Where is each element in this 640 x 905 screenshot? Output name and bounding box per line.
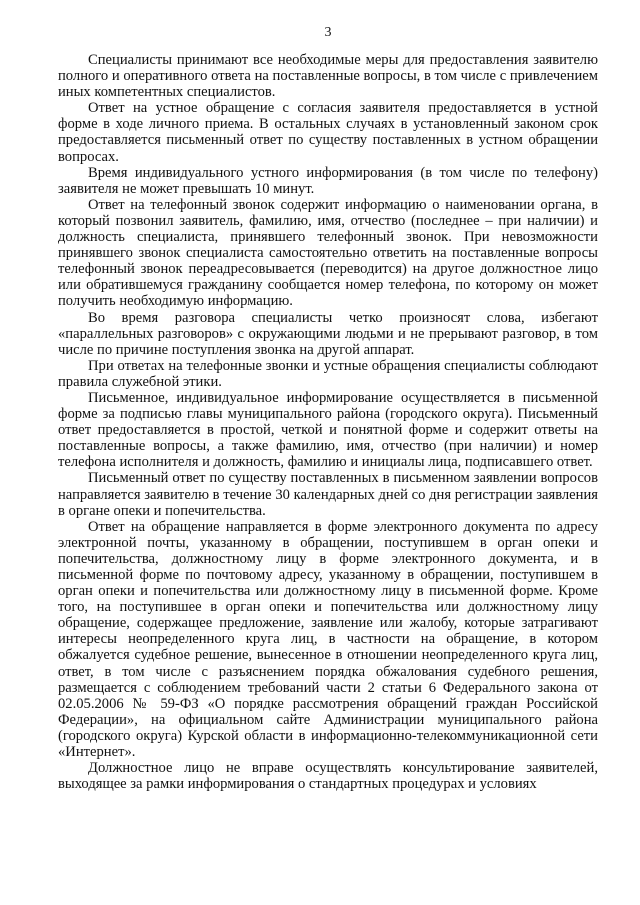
paragraph-specialists-measures: Специалисты принимают все необходимые меры для предоставления заявителю полного и оперативного ответа на поставленные вопросы, в том числе с привлечением иных компетентных специалистов.	[58, 52, 598, 101]
paragraph-service-ethics: При ответах на телефонные звонки и устные обращения специалисты соблюдают правила служебной этики.	[58, 357, 598, 390]
paragraph-oral-response: Ответ на устное обращение с согласия заявителя предоставляется в устной форме в ходе личного приема. В остальных случаях в установленный законом срок предоставляется письменный ответ по существу поставленных в устном обращении вопросах.	[58, 100, 598, 165]
paragraph-written-response-deadline: Письменный ответ по существу поставленных в письменном заявлении вопросов направляется заявителю в течение 30 календарных дней со дня регистрации заявления в органе опеки и попечительства.	[58, 470, 598, 519]
paragraph-response-delivery: Ответ на обращение направляется в форме электронного документа по адресу электронной почты, указанному в обращении, поступившем в орган опеки и попечительства, должностному лицу в форме электронного документа, и в письменной форме по почтовому адресу, указанному в обращении, поступившем в орган опеки и попечительства или должностному лицу в письменной форме. Кроме того, на поступившее в орган опеки и попечительства или должностному лицу обращение, содержащее предложение, заявление или жалобу, которые затрагивают интересы неопределенного круга лиц, в частности на обращение, в котором обжалуется судебное решение, вынесенное в отношении неопределенного круга лиц, ответ, в том числе с разъяснением порядка обжалования судебного решения, размещается с соблюдением требований части 2 статьи 6 Федерального закона от 02.05.2006 № 59-ФЗ «О порядке рассмотрения обращений граждан Российской Федерации», на официальном сайте Администрации муниципального района (городского округа) Курской области в информационно-телекоммуникационной сети «Интернет».	[58, 518, 598, 761]
paragraph-conversation-rules: Во время разговора специалисты четко произносят слова, избегают «параллельных разговоров» с окружающими людьми и не прерывают разговор, в том числе по причине поступления звонка на другой аппарат.	[58, 309, 598, 358]
page-number: 3	[324, 25, 332, 40]
paragraph-consulting-limits: Должностное лицо не вправе осуществлять консультирование заявителей, выходящее за рамки информирования о стандартных процедурах и условиях	[58, 760, 598, 793]
paragraph-oral-time-limit: Время индивидуального устного информирования (в том числе по телефону) заявителя не может превышать 10 минут.	[58, 164, 598, 197]
paragraph-written-informing: Письменное, индивидуальное информирование осуществляется в письменной форме за подписью главы муниципального района (городского округа). Письменный ответ предоставляется в простой, четкой и понятной форме и содержит ответы на поставленные вопросы, а также фамилию, имя, отчество (при наличии) и номер телефона исполнителя и должность, фамилию и инициалы лица, подписавшего ответ.	[58, 389, 598, 471]
paragraph-phone-call-response: Ответ на телефонный звонок содержит информацию о наименовании органа, в который позвонил заявитель, фамилию, имя, отчество (последнее – при наличии) и должность специалиста, принявшего телефонный звонок. При невозможности принявшего звонок специалиста самостоятельно ответить на поставленные вопросы телефонный звонок переадресовывается (переводится) на другое должностное лицо или обратившемуся гражданину сообщается номер телефона, по которому он может получить необходимую информацию.	[58, 196, 598, 310]
